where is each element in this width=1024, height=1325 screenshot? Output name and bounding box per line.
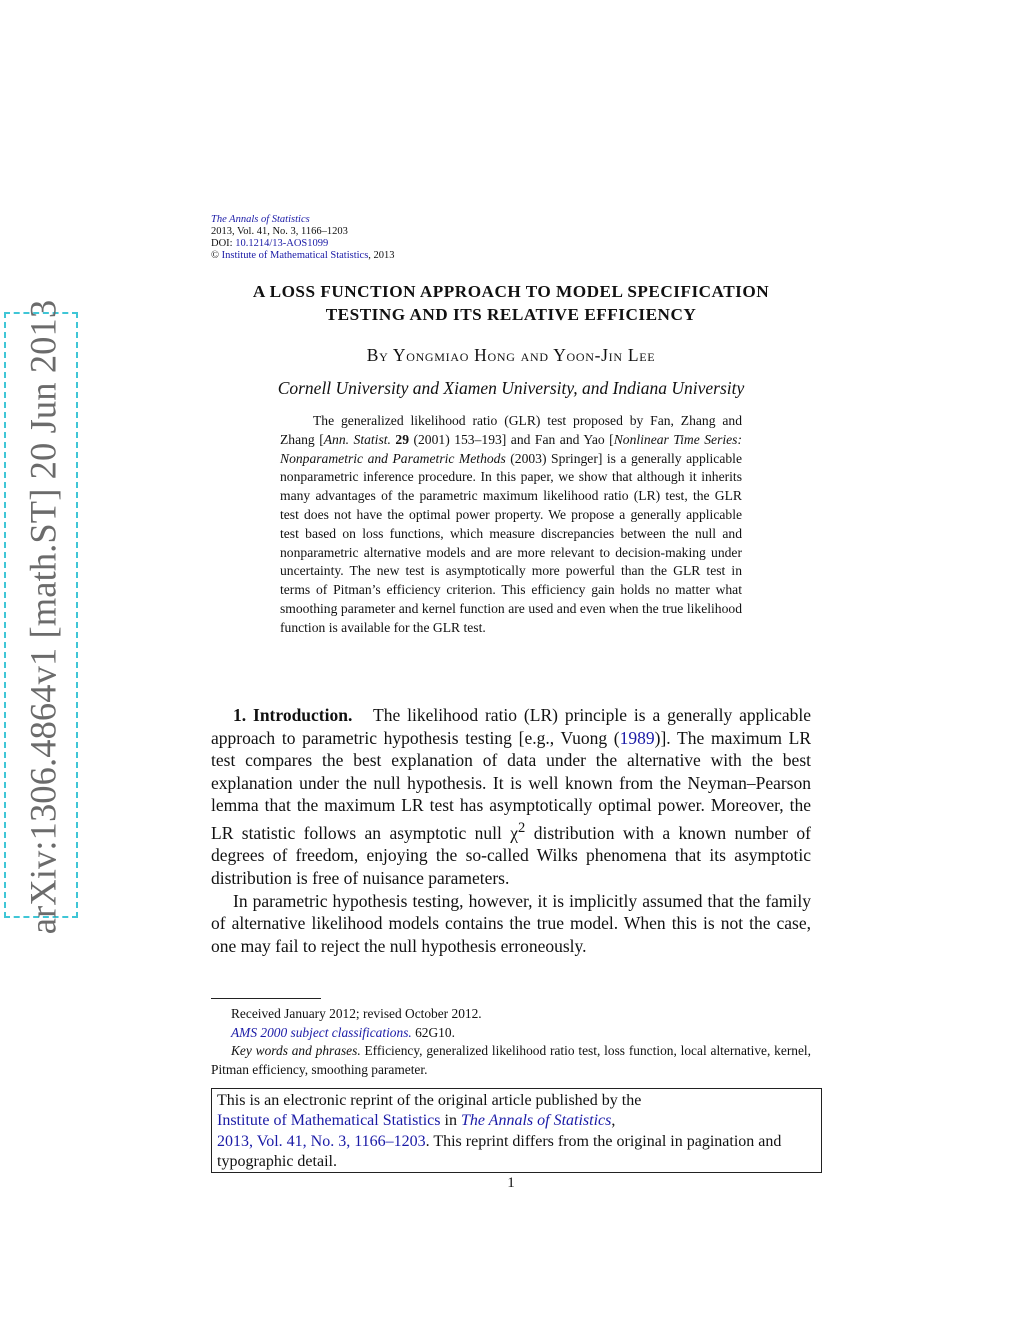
arxiv-identifier: arXiv:1306.4864v1 [math.ST] 20 Jun 2013 — [22, 299, 64, 935]
citation-link[interactable]: 1989 — [619, 727, 655, 748]
affiliations: Cornell University and Xiamen University, and Indiana University — [277, 378, 745, 398]
copyright-icon: © — [211, 250, 219, 261]
keywords-label: Key words and phrases. — [231, 1043, 361, 1059]
journal-reprint-link[interactable]: The Annals of Statistics — [460, 1112, 612, 1130]
intro-paragraph-1: 1. Introduction. The likelihood ratio (LR) principle is a generally applicable approach to parametric hypothesis testing [e.g., Vuong (1989)]. The maximum LR test compares the best explanation of data under the alternative with the best explanation under the null hypothesis. It is well known from the Neyman–Pearson lemma that the maximum LR test has asymptotically optimal power. Moreover, the LR statistic follows an asymptotic null $\chi^2$ distribution with a known number of degrees of freedom, enjoying the so-called Wilks phenomena that its asymptotic distribution is free of nuisance parameters. — [211, 705, 812, 888]
doi-label: DOI: — [211, 238, 236, 249]
reprint-notice: This is an electronic reprint of the original article published by the Institute of Mathematical Statistics in The Annals of Statistics, 2013, Vol. 41, No. 3, 1166–1203. This reprint differs from the original in pagination and typographic detail. — [211, 1088, 822, 1173]
doi-link[interactable]: 10.1214/13-AOS1099 — [235, 238, 329, 249]
abstract — [280, 412, 742, 638]
copyright-year: , 2013 — [368, 250, 395, 261]
ams-classification: AMS 2000 subject classifications. 62G10. — [231, 1024, 455, 1040]
ref-journal: Ann. Statist. — [323, 431, 391, 447]
authors: By Yongmiao Hong and Yoon-Jin Lee — [366, 345, 656, 365]
page-number: 1 — [507, 1175, 515, 1191]
publisher-reprint-link[interactable]: Institute of Mathematical Statistics — [217, 1112, 441, 1130]
ref-book-title: Nonlinear Time Series: Nonparametric and Parametric Methods — [280, 431, 742, 466]
footnotes — [211, 1005, 811, 1079]
ams-classification-link[interactable]: AMS 2000 subject classifications. — [231, 1024, 412, 1040]
paper-title — [211, 281, 811, 326]
ref-volume: 29 — [395, 431, 409, 447]
abstract-paragraph: The generalized likelihood ratio (GLR) test proposed by Fan, Zhang and Zhang [Ann. Statist. 29 (2001) 153–193] and Fan and Yao [Nonlinear Time Series: Nonparametric and Parametric Methods (2003) Springer] is a generally applicable nonparametric inference procedure. In this paper, we show that although it inherits many advantages of the parametric maximum likelihood ratio (LR) test, the GLR test does not have the optimal power property. We propose a generally applicable test based on loss functions, which measure discrepancies between the null and nonparametric alternative models and are more relevant to decision-making under uncertainty. The new test is asymptotically more powerful than the GLR test in terms of Pitman’s efficiency criterion. This efficiency gain holds no matter what smoothing parameter and kernel function are used and even when the true likelihood function is available for the GLR test. — [280, 413, 742, 635]
journal-volume: 2013, Vol. 41, No. 3, 1166–1203 — [211, 226, 348, 237]
keywords: Key words and phrases. Efficiency, generalized likelihood ratio test, loss function, local alternative, kernel, Pitman efficiency, smoothing parameter. — [211, 1043, 811, 1077]
chi-symbol: χ — [510, 822, 519, 843]
intro-paragraph-2: In parametric hypothesis testing, however, it is implicitly assumed that the family of alternative likelihood models contains the true model. When this is not the case, one may fail to reject the null hypothesis erroneously. — [211, 890, 811, 956]
volume-reprint-link[interactable]: 2013, Vol. 41, No. 3, 1166–1203 — [217, 1132, 426, 1150]
footnote-divider — [211, 998, 321, 999]
journal-header — [211, 214, 395, 262]
title-line-2: TESTING AND ITS RELATIVE EFFICIENCY — [325, 304, 697, 324]
chi-exponent: 2 — [518, 819, 526, 836]
journal-name-link[interactable]: The Annals of Statistics — [211, 214, 310, 225]
arxiv-stamp[interactable] — [4, 299, 78, 935]
section-heading: 1. Introduction. — [233, 705, 353, 725]
publisher-link[interactable]: Institute of Mathematical Statistics — [221, 250, 369, 261]
title-line-1: A LOSS FUNCTION APPROACH TO MODEL SPECIFICATION — [252, 282, 770, 301]
introduction-section — [211, 704, 811, 957]
received-note: Received January 2012; revised October 2012. — [231, 1006, 482, 1021]
